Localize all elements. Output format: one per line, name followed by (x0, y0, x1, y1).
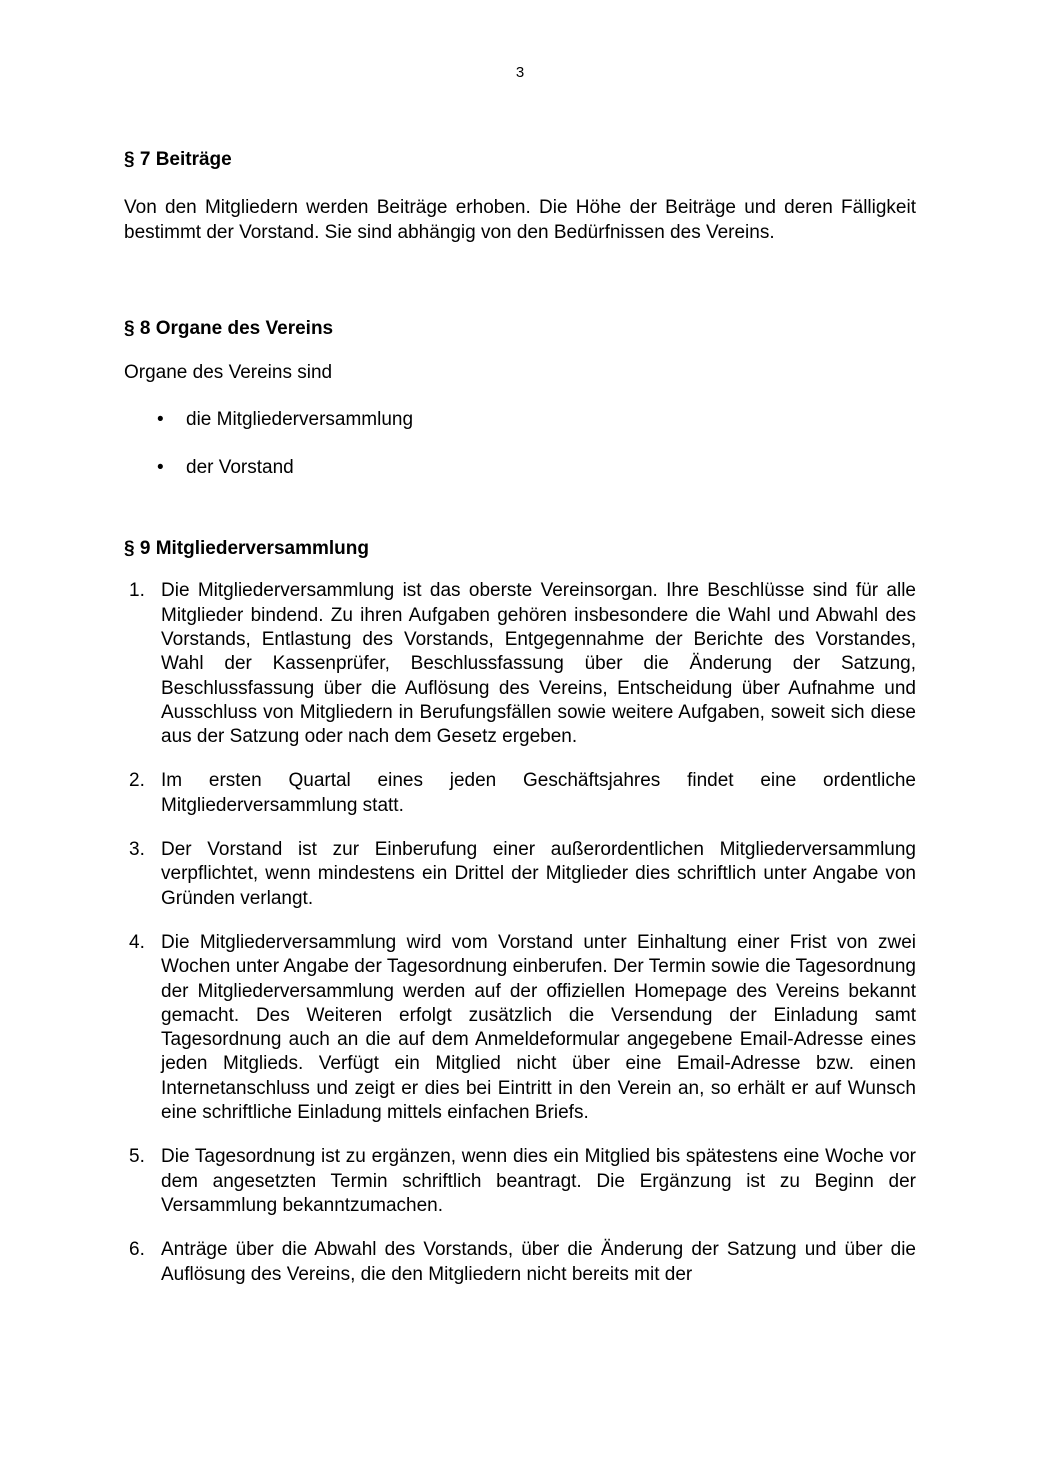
list-number: 1. (129, 580, 145, 602)
list-item (124, 1238, 916, 1287)
list-item (124, 1145, 916, 1218)
list-item-text: Der Vorstand ist zur Einberufung einer außerordentlichen Mitgliederversammlung verpflichtet, wenn mindestens ein Drittel der Mitglieder dies schriftlich unter Angabe von Gründen verlangt. (161, 839, 916, 909)
list-item-text: Die Tagesordnung ist zu ergänzen, wenn dies ein Mitglied bis spätestens eine Woche vor dem angesetzten Termin schriftlich beantragt. Die Ergänzung ist zu Beginn der Versammlung bekanntzumachen. (161, 1146, 916, 1216)
organs-list (124, 408, 916, 480)
list-item-text: die Mitgliederversammlung (186, 409, 414, 431)
list-number: 3. (129, 839, 145, 861)
bullet-icon: • (157, 456, 164, 478)
list-number: 4. (129, 931, 145, 953)
section-9-heading: § 9 Mitgliederversammlung (124, 538, 369, 560)
list-number: 5. (129, 1146, 145, 1168)
list-item (124, 456, 916, 480)
section-8-heading: § 8 Organe des Vereins (124, 317, 334, 339)
page-number: 3 (515, 64, 525, 81)
list-item-text: Die Mitgliederversammlung wird vom Vorstand unter Einhaltung einer Frist von zwei Wochen unter Angabe der Tagesordnung einberufen. Der Termin sowie die Tagesordnung der Mitgliederversammlung werden auf der offiziellen Homepage des Vereins bekannt gemacht. Des Weiteren erfolgt zusätzlich die Versendung der Einladung samt Tagesordnung auch an die auf dem Anmeldeformular angegebene Email-Adresse eines jeden Mitglieds. Verfügt ein Mitglied nicht über eine Email-Adresse bzw. einen Internetanschluss und zeigt er dies bei Eintritt in den Verein an, so erhält er auf Wunsch eine schriftliche Einladung mittels einfachen Briefs. (161, 931, 916, 1124)
list-item-text: Die Mitgliederversammlung ist das oberste Vereinsorgan. Ihre Beschlüsse sind für alle Mitglieder bindend. Zu ihren Aufgaben gehören insbesondere die Wahl und Abwahl des Vorstands, Entlastung des Vorstands, Entgegennahme der Berichte des Vorstandes, Wahl der Kassenprüfer, Beschlussfassung über die Änderung der Satzung, Beschlussfassung über die Auflösung des Vereins, Entscheidung über Aufnahme und Ausschluss von Mitgliedern in Berufungsfällen sowie weitere Aufgaben, soweit sich diese aus der Satzung oder nach dem Gesetz ergeben. (161, 580, 916, 748)
bullet-icon: • (157, 409, 164, 431)
list-number: 6. (129, 1239, 145, 1261)
document-body (124, 148, 916, 1307)
list-number: 2. (129, 770, 145, 792)
list-item (124, 579, 916, 749)
section-7-text: Von den Mitgliedern werden Beiträge erhoben. Die Höhe der Beiträge und deren Fälligkeit bestimmt der Vorstand. Sie sind abhängig von den Bedürfnissen des Vereins. (124, 197, 916, 243)
section-8-intro: Organe des Vereins sind (124, 362, 333, 384)
list-item-text: Im ersten Quartal eines jeden Geschäftsjahres findet eine ordentliche Mitgliederversammlung statt. (161, 770, 916, 816)
list-item (124, 838, 916, 911)
list-item-text: der Vorstand (186, 456, 294, 478)
list-item (124, 408, 916, 432)
list-item (124, 931, 916, 1125)
section-9-list (124, 579, 916, 1286)
section-7-heading: § 7 Beiträge (124, 149, 232, 170)
list-item-text: Anträge über die Abwahl des Vorstands, über die Änderung der Satzung und über die Auflösung des Vereins, die den Mitgliedern nicht bereits mit der (161, 1239, 916, 1285)
list-item (124, 769, 916, 818)
